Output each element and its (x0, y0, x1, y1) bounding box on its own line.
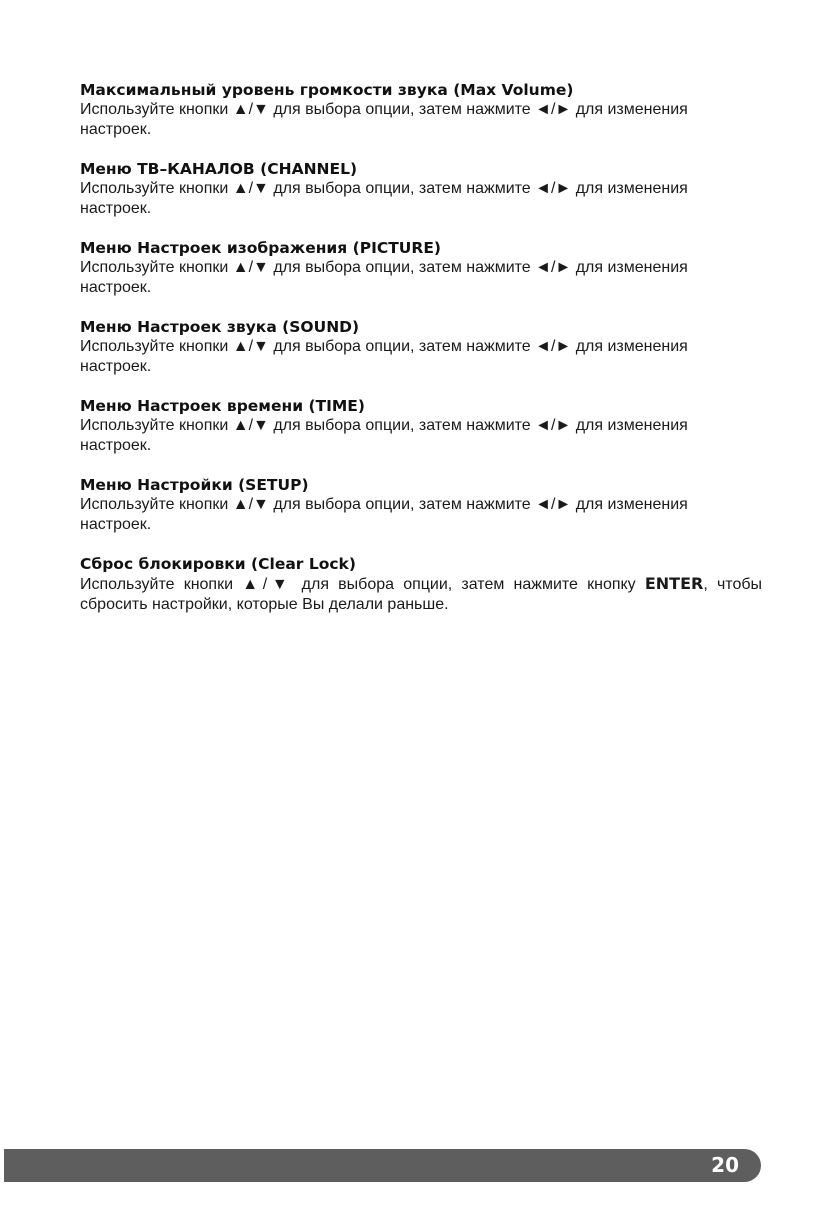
section-picture (80, 238, 762, 298)
clear-lock-text-before: Используйте кнопки ▲/▼ для выбора опции, затем нажмите кнопку (80, 576, 645, 593)
section-max-volume (80, 80, 762, 140)
section-sound (80, 317, 762, 377)
footer-bar (4, 1149, 761, 1182)
manual-content (80, 80, 762, 634)
section-heading: Меню Настроек звука (SOUND) (80, 318, 360, 336)
section-text: Используйте кнопки ▲/▼ для выбора опции, затем нажмите ◄/► для изменения настроек. (80, 180, 688, 217)
section-clear-lock (80, 554, 762, 615)
section-text: Используйте кнопки ▲/▼ для выбора опции, затем нажмите ◄/► для изменения настроек. (80, 338, 688, 375)
section-time (80, 396, 762, 456)
section-heading: Меню Настроек изображения (PICTURE) (80, 239, 441, 257)
section-heading: Меню Настроек времени (TIME) (80, 397, 365, 415)
section-text (80, 574, 762, 615)
section-setup (80, 475, 762, 535)
page-number: 20 (711, 1153, 739, 1177)
section-text: Используйте кнопки ▲/▼ для выбора опции, затем нажмите ◄/► для изменения настроек. (80, 417, 688, 454)
section-heading: Сброс блокировки (Clear Lock) (80, 555, 356, 573)
section-heading: Меню Настройки (SETUP) (80, 476, 309, 494)
enter-keyword: ENTER (644, 574, 704, 593)
clear-lock-text-after: , чтобы сбросить настройки, которые Вы делали раньше. (80, 576, 763, 613)
section-channel (80, 159, 762, 219)
section-text: Используйте кнопки ▲/▼ для выбора опции, затем нажмите ◄/► для изменения настроек. (80, 101, 688, 138)
section-text: Используйте кнопки ▲/▼ для выбора опции, затем нажмите ◄/► для изменения настроек. (80, 259, 688, 296)
section-text: Используйте кнопки ▲/▼ для выбора опции, затем нажмите ◄/► для изменения настроек. (80, 496, 688, 533)
section-heading: Меню ТВ–КАНАЛОВ (CHANNEL) (80, 160, 358, 178)
section-heading: Максимальный уровень громкости звука (Max Volume) (80, 81, 574, 99)
